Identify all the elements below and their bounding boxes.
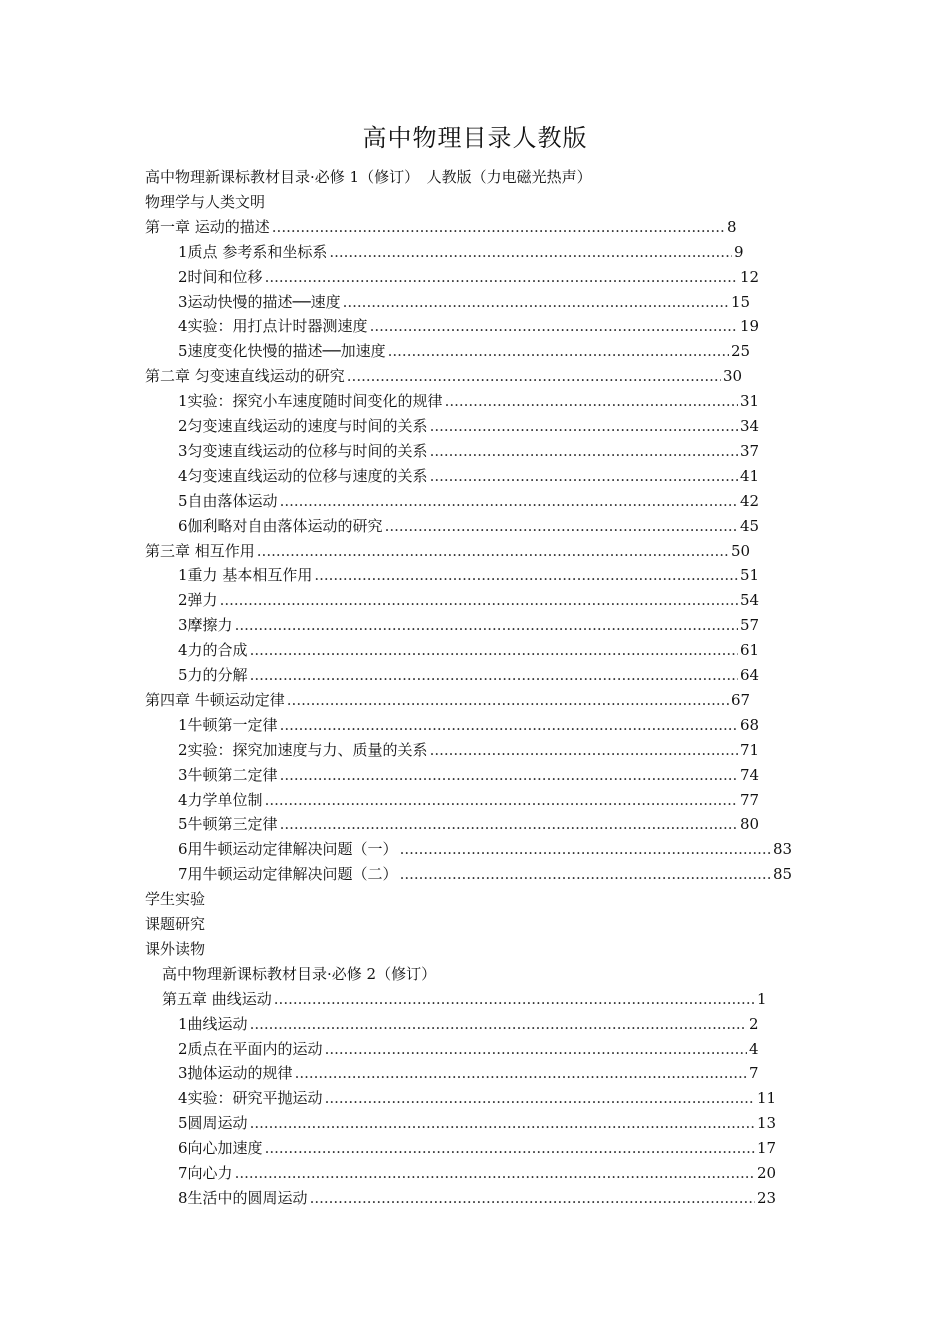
dot-leader xyxy=(445,389,738,413)
toc-entry-number: 1 xyxy=(178,392,188,411)
toc-entry-number: 5 xyxy=(178,815,188,834)
toc-entry-number: 3 xyxy=(178,616,188,635)
toc-entry xyxy=(178,837,793,861)
toc-entry-title: 第四章 牛顿运动定律 xyxy=(145,690,285,709)
dot-leader xyxy=(329,240,732,264)
toc-entry xyxy=(178,464,760,488)
toc-entry xyxy=(178,240,742,264)
dot-leader xyxy=(250,663,738,687)
dot-leader xyxy=(280,763,738,787)
toc-entry-page: 15 xyxy=(731,292,751,311)
toc-entry-number: 6 xyxy=(178,840,188,859)
toc-entry-page: 41 xyxy=(740,466,760,485)
toc-entry xyxy=(178,489,760,513)
toc-entry-page: 71 xyxy=(740,740,760,759)
dot-leader xyxy=(250,1111,755,1135)
toc-entry-page: 85 xyxy=(773,865,793,884)
toc-entry-number: 5 xyxy=(178,491,188,510)
toc-entry xyxy=(178,339,751,363)
toc-entry-page: 7 xyxy=(749,1064,759,1083)
toc-entry xyxy=(178,1161,777,1185)
dot-leader xyxy=(250,1012,747,1036)
toc-entry xyxy=(178,1111,777,1135)
toc-entry xyxy=(162,987,765,1011)
toc-entry-page: 19 xyxy=(740,317,760,336)
toc-entry xyxy=(145,937,205,961)
toc-entry-title: 实验：探究加速度与力、质量的关系 xyxy=(187,740,428,759)
dot-leader xyxy=(400,862,771,886)
toc-entry xyxy=(178,1186,777,1210)
toc-entry-title: 向心加速度 xyxy=(187,1139,263,1158)
toc-entry xyxy=(178,1061,757,1085)
dot-leader xyxy=(430,464,738,488)
toc-entry xyxy=(145,539,751,563)
toc-entry-title: 摩擦力 xyxy=(187,616,233,635)
toc-entry xyxy=(178,638,760,662)
toc-entry xyxy=(178,613,760,637)
dot-leader xyxy=(314,563,738,587)
toc-entry-title: 用牛顿运动定律解决问题（一） xyxy=(187,840,398,859)
toc-entry-page: 1 xyxy=(757,989,767,1008)
toc-entry-title: 运动快慢的描述──速度 xyxy=(187,292,341,311)
toc-entry-title: 自由落体运动 xyxy=(187,491,278,510)
dot-leader xyxy=(220,588,738,612)
toc-entry-title: 匀变速直线运动的位移与时间的关系 xyxy=(187,441,428,460)
toc-entry-page: 20 xyxy=(757,1164,777,1182)
toc-entry-title: 课题研究 xyxy=(145,915,206,933)
toc-entry-number: 2 xyxy=(178,591,188,610)
dot-leader xyxy=(400,837,771,861)
toc-entry-title: 生活中的圆周运动 xyxy=(187,1188,308,1207)
toc-entry xyxy=(145,215,735,239)
dot-leader xyxy=(274,987,755,1011)
toc-entry-number: 5 xyxy=(178,666,188,684)
toc-entry xyxy=(178,1136,777,1160)
toc-entry-page: 61 xyxy=(740,641,760,660)
toc-entry-title: 抛体运动的规律 xyxy=(187,1064,293,1083)
dot-leader xyxy=(325,1037,747,1061)
dot-leader xyxy=(347,364,721,388)
toc-entry-title: 质点在平面内的运动 xyxy=(187,1039,323,1058)
toc-entry-page: 11 xyxy=(757,1089,777,1108)
toc-entry-number: 1 xyxy=(178,242,188,261)
toc-entry-title: 牛顿第一定律 xyxy=(187,715,278,734)
toc-entry xyxy=(178,414,760,438)
toc-entry-title: 第三章 相互作用 xyxy=(145,541,255,560)
dot-leader xyxy=(265,1136,755,1160)
toc-entry xyxy=(178,812,760,836)
toc-entry xyxy=(178,788,760,812)
toc-entry-title: 弹力 xyxy=(187,591,218,610)
toc-entry-title: 课外读物 xyxy=(145,939,206,958)
toc-entry-number: 6 xyxy=(178,516,188,535)
dot-leader xyxy=(385,514,738,538)
toc-entry-page: 8 xyxy=(727,217,737,236)
toc-entry-number: 3 xyxy=(178,292,188,311)
toc-entry xyxy=(178,763,760,787)
toc-entry xyxy=(178,563,760,587)
toc-entry-title: 第五章 曲线运动 xyxy=(162,989,272,1008)
toc-entry-number: 7 xyxy=(178,865,188,884)
dot-leader xyxy=(310,1186,755,1210)
toc-entry xyxy=(178,439,760,463)
toc-entry-number: 2 xyxy=(178,267,188,286)
toc-entry-page: 25 xyxy=(731,342,751,361)
toc-entry xyxy=(145,688,751,712)
toc-entry-page: 67 xyxy=(731,690,751,709)
toc-entry xyxy=(178,314,760,338)
toc-entry-title: 速度变化快慢的描述──加速度 xyxy=(187,342,386,361)
dot-leader xyxy=(265,265,738,289)
document-title: 高中物理目录人教版 xyxy=(362,124,588,152)
toc-entry-number: 4 xyxy=(178,1089,188,1108)
toc-entry xyxy=(162,962,436,986)
toc-entry-title: 用牛顿运动定律解决问题（二） xyxy=(187,865,398,884)
toc-entry-number: 4 xyxy=(178,466,188,485)
dot-leader xyxy=(280,713,738,737)
toc-entry-page: 17 xyxy=(757,1139,777,1158)
dot-leader xyxy=(287,688,729,712)
toc-entry-page: 23 xyxy=(757,1188,777,1207)
toc-entry-number: 3 xyxy=(178,1064,188,1083)
dot-leader xyxy=(430,738,738,762)
toc-entry-number: 4 xyxy=(178,317,188,336)
toc-entry-title: 学生实验 xyxy=(145,890,206,909)
toc-entry-title: 力的分解 xyxy=(187,666,248,684)
toc-entry xyxy=(145,887,205,911)
toc-entry xyxy=(178,265,760,289)
toc-entry-page: 31 xyxy=(740,392,760,411)
toc-entry-page: 34 xyxy=(740,417,760,435)
toc-entry-page: 83 xyxy=(773,840,793,859)
toc-entry-title: 力学单位制 xyxy=(187,790,263,809)
toc-entry-title: 实验：研究平抛运动 xyxy=(187,1089,323,1108)
toc-entry-page: 13 xyxy=(757,1114,777,1133)
toc-entry-title: 圆周运动 xyxy=(187,1114,248,1133)
toc-entry-page: 37 xyxy=(740,441,760,460)
toc-entry xyxy=(145,165,592,189)
dot-leader xyxy=(430,414,738,438)
toc-entry xyxy=(178,1012,757,1036)
dot-leader xyxy=(265,788,738,812)
toc-entry-page: 30 xyxy=(723,367,743,386)
toc-entry-title: 匀变速直线运动的速度与时间的关系 xyxy=(187,417,428,435)
toc-entry-number: 1 xyxy=(178,566,188,585)
toc-entry-title: 曲线运动 xyxy=(187,1014,248,1033)
toc-entry xyxy=(145,912,205,936)
toc-entry-number: 1 xyxy=(178,715,188,734)
toc-entry xyxy=(145,364,743,388)
toc-entry-title: 匀变速直线运动的位移与速度的关系 xyxy=(187,466,428,485)
toc-entry-page: 80 xyxy=(740,815,760,834)
toc-entry-number: 2 xyxy=(178,417,188,435)
dot-leader xyxy=(430,439,738,463)
toc-entry-number: 2 xyxy=(178,1039,188,1058)
toc-entry-page: 68 xyxy=(740,715,760,734)
toc-entry-title: 物理学与人类文明 xyxy=(145,192,266,211)
dot-leader xyxy=(250,638,738,662)
toc-entry-title: 高中物理新课标教材目录·必修 2（修订） xyxy=(162,964,437,983)
dot-leader xyxy=(343,290,729,314)
toc-entry xyxy=(145,190,265,214)
toc-entry-page: 64 xyxy=(740,666,760,684)
toc-entry xyxy=(178,738,760,762)
dot-leader xyxy=(272,215,725,239)
toc-entry-title: 重力 基本相互作用 xyxy=(187,566,313,585)
toc-entry xyxy=(178,1086,777,1110)
toc-entry-number: 5 xyxy=(178,342,188,361)
toc-entry-number: 2 xyxy=(178,740,188,759)
toc-entry-title: 实验：用打点计时器测速度 xyxy=(187,317,368,336)
toc-entry xyxy=(178,514,760,538)
toc-entry xyxy=(178,862,793,886)
toc-entry-number: 5 xyxy=(178,1114,188,1133)
toc-entry xyxy=(178,1037,757,1061)
toc-entry xyxy=(178,713,760,737)
toc-entry-title: 力的合成 xyxy=(187,641,248,660)
dot-leader xyxy=(280,489,738,513)
dot-leader xyxy=(235,1161,755,1185)
toc-entry-title: 质点 参考系和坐标系 xyxy=(187,242,328,261)
toc-entry-page: 9 xyxy=(734,242,744,261)
toc-entry-number: 1 xyxy=(178,1014,188,1033)
toc-entry-page: 45 xyxy=(740,516,760,535)
toc-entry-number: 4 xyxy=(178,641,188,660)
dot-leader xyxy=(370,314,738,338)
toc-entry-title: 高中物理新课标教材目录·必修 1（修订） 人教版（力电磁光热声） xyxy=(145,168,592,186)
toc-entry-page: 77 xyxy=(740,790,760,809)
dot-leader xyxy=(325,1086,755,1110)
toc-entry-number: 7 xyxy=(178,1164,188,1182)
toc-entry-page: 4 xyxy=(749,1039,759,1058)
toc-entry-page: 54 xyxy=(740,591,760,610)
toc-entry-number: 3 xyxy=(178,765,188,784)
dot-leader xyxy=(280,812,738,836)
dot-leader xyxy=(295,1061,747,1085)
toc-entry-page: 50 xyxy=(731,541,751,560)
dot-leader xyxy=(235,613,738,637)
toc-entry-title: 实验：探究小车速度随时间变化的规律 xyxy=(187,392,443,411)
toc-entry-page: 51 xyxy=(740,566,760,585)
toc-entry xyxy=(178,290,751,314)
toc-entry xyxy=(178,389,760,413)
toc-entry-page: 74 xyxy=(740,765,760,784)
toc-entry-page: 57 xyxy=(740,616,760,635)
toc-entry-number: 6 xyxy=(178,1139,188,1158)
toc-entry-page: 12 xyxy=(740,267,760,286)
toc-entry-number: 3 xyxy=(178,441,188,460)
toc-entry-title: 牛顿第二定律 xyxy=(187,765,278,784)
toc-entry-title: 时间和位移 xyxy=(187,267,263,286)
toc-entry-title: 牛顿第三定律 xyxy=(187,815,278,834)
toc-entry-number: 8 xyxy=(178,1188,188,1207)
toc-entry xyxy=(178,663,760,687)
dot-leader xyxy=(388,339,729,363)
toc-entry-title: 第二章 匀变速直线运动的研究 xyxy=(145,367,345,386)
toc-entry-number: 4 xyxy=(178,790,188,809)
dot-leader xyxy=(257,539,729,563)
toc-entry xyxy=(178,588,760,612)
toc-entry-title: 向心力 xyxy=(187,1164,233,1182)
toc-entry-page: 2 xyxy=(749,1014,759,1033)
toc-entry-title: 第一章 运动的描述 xyxy=(145,217,270,236)
toc-entry-title: 伽利略对自由落体运动的研究 xyxy=(187,516,383,535)
toc-entry-page: 42 xyxy=(740,491,760,510)
